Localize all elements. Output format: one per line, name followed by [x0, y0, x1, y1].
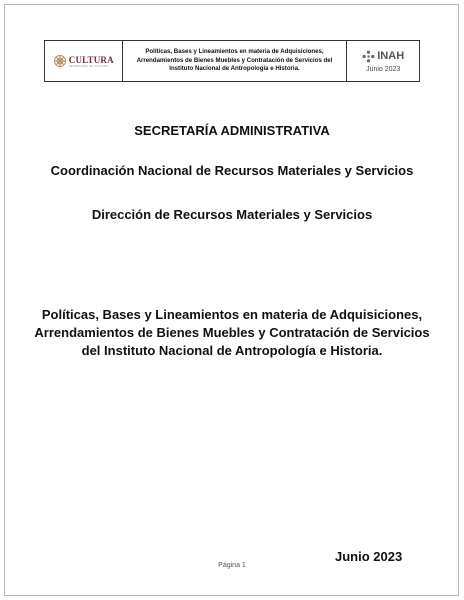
header-title: Políticas, Bases y Lineamientos en materia de Adquisiciones, Arrendamientos de Bienes Muebles y Contratación de Servicios del Instituto Nacional de Antropología e Historia.	[136, 48, 333, 73]
footer-date: Junio 2023	[335, 549, 403, 564]
cultura-logo-text: CULTURA	[68, 54, 114, 65]
document-header	[44, 40, 420, 82]
cultura-emblem-icon	[53, 54, 67, 68]
header-date: Junio 2023	[366, 65, 401, 73]
heading-coordinacion: Coordinación Nacional de Recursos Materiales y Servicios	[50, 163, 414, 178]
header-right-cell	[347, 41, 419, 81]
page-number: Página 1	[218, 562, 246, 569]
heading-direccion: Dirección de Recursos Materiales y Servicios	[91, 207, 373, 222]
cultura-logo	[53, 54, 114, 68]
heading-secretaria: SECRETARÍA ADMINISTRATIVA	[134, 123, 330, 138]
inah-logo	[362, 50, 404, 63]
inah-logo-text: INAH	[377, 50, 405, 62]
inah-emblem-icon	[362, 50, 375, 63]
page-border	[4, 4, 459, 596]
document-main-title: Políticas, Bases y Lineamientos en materia de Adquisiciones, Arrendamientos de Bienes Muebles y Contratación de Servicios del Instituto Nacional de Antropología e Historia.	[34, 307, 430, 358]
header-title-cell	[123, 41, 348, 81]
cultura-logo-subtitle: SECRETARÍA DE CULTURA	[68, 64, 109, 68]
header-logo-cell	[45, 41, 123, 81]
